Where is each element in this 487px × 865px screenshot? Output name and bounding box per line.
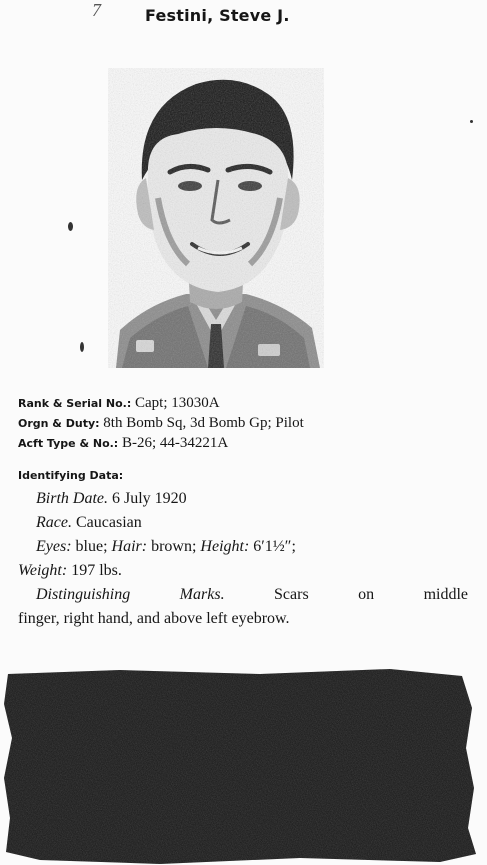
identifying-heading: Identifying Data:: [18, 469, 124, 482]
height-value: 6′1½″;: [253, 538, 296, 555]
marks-label: Distinguishing Marks.: [36, 586, 225, 603]
marks-row: [18, 583, 468, 607]
orgn-line: [18, 413, 468, 433]
physical-row: [18, 535, 468, 559]
record-section: [18, 393, 468, 631]
acft-line: [18, 433, 468, 453]
race-value: Caucasian: [75, 514, 142, 531]
weight-value: 197 lbs.: [71, 562, 122, 579]
rank-label: Rank & Serial No.:: [18, 397, 132, 410]
rank-value: Capt; 13030A: [134, 395, 220, 411]
orgn-value: 8th Bomb Sq, 3d Bomb Gp; Pilot: [103, 415, 304, 431]
race-label: Race.: [36, 514, 72, 531]
acft-label: Acft Type & No.:: [18, 437, 119, 450]
handwritten-mark: 7: [92, 0, 101, 20]
hair-value: brown;: [151, 538, 197, 555]
marks-value-2: finger, right hand, and above left eyebrow.: [18, 610, 290, 627]
portrait-photo: [108, 68, 324, 368]
birth-row: [18, 487, 468, 511]
birth-label: Birth Date.: [36, 490, 108, 507]
height-label: Height:: [200, 538, 250, 555]
orgn-label: Orgn & Duty:: [18, 417, 100, 430]
weight-row: [18, 559, 468, 583]
eyes-value: blue;: [75, 538, 108, 555]
acft-value: B-26; 44-34221A: [121, 435, 229, 451]
ink-speck: [470, 120, 473, 123]
ink-speck: [80, 342, 84, 352]
birth-value: 6 July 1920: [112, 490, 187, 507]
rank-line: [18, 393, 468, 413]
marks-value-1: Scars on middle: [274, 586, 468, 603]
eyes-label: Eyes:: [36, 538, 72, 555]
portrait-figure: [108, 68, 324, 368]
identifying-data: [18, 487, 468, 631]
redaction-block: [0, 668, 487, 865]
ink-speck: [68, 222, 73, 231]
hair-label: Hair:: [111, 538, 148, 555]
weight-label: Weight:: [18, 562, 68, 579]
person-name: Festini, Steve J.: [145, 6, 290, 25]
marks-row-continued: [18, 607, 468, 631]
race-row: [18, 511, 468, 535]
